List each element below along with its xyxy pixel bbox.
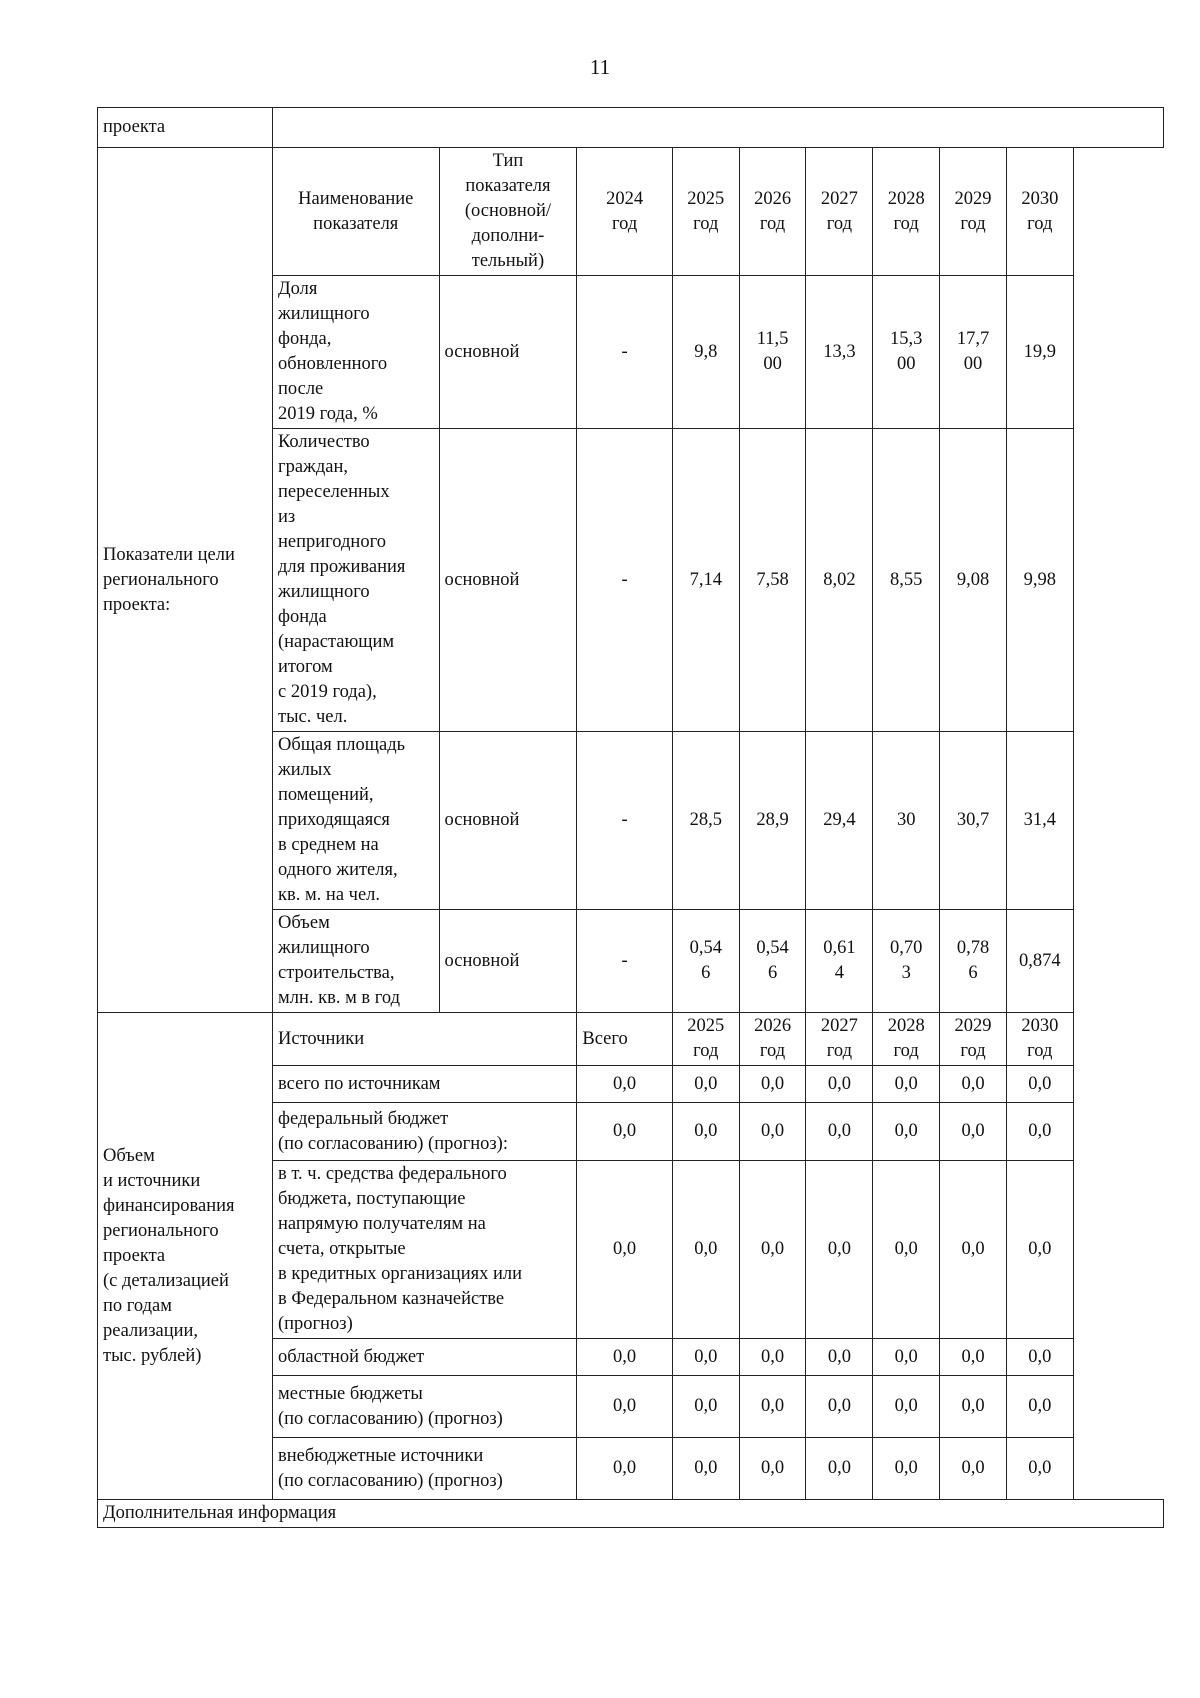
source-value: 0,0 (806, 1066, 873, 1103)
indicator-value: 13,3 (806, 276, 873, 429)
source-value: 0,0 (873, 1066, 940, 1103)
year-header: 2030 год (1006, 1013, 1073, 1066)
source-value: 0,0 (806, 1161, 873, 1339)
indicator-value: 0,70 3 (873, 910, 940, 1013)
indicator-value: 31,4 (1006, 732, 1073, 910)
source-value: 0,0 (873, 1438, 940, 1500)
indicator-name: Объем жилищного строительства, млн. кв. м в год (273, 910, 440, 1013)
source-value: 0,0 (577, 1339, 672, 1376)
indicator-value: 9,98 (1006, 429, 1073, 732)
indicator-name-header: Наименование показателя (273, 148, 440, 276)
indicator-type: основной (439, 732, 577, 910)
page-number: 11 (589, 55, 611, 79)
indicator-value: - (577, 276, 672, 429)
source-value: 0,0 (577, 1376, 672, 1438)
indicator-value: 9,08 (940, 429, 1007, 732)
source-value: 0,0 (1006, 1066, 1073, 1103)
year-header: 2029 год (940, 1013, 1007, 1066)
source-name: федеральный бюджет (по согласованию) (прогноз): (273, 1103, 577, 1161)
indicator-value: 17,7 00 (940, 276, 1007, 429)
source-value: 0,0 (577, 1066, 672, 1103)
indicators-section-label: Показатели цели регионального проекта: (98, 148, 273, 1013)
source-value: 0,0 (1006, 1339, 1073, 1376)
source-value: 0,0 (672, 1066, 739, 1103)
indicator-value: 9,8 (672, 276, 739, 429)
indicator-value: 28,9 (739, 732, 806, 910)
total-header: Всего (577, 1013, 672, 1066)
indicator-name: Количество граждан, переселенных из непригодного для проживания жилищного фонда (нарастающим итогом с 2019 года), тыс. чел. (273, 429, 440, 732)
source-value: 0,0 (672, 1438, 739, 1500)
source-value: 0,0 (739, 1376, 806, 1438)
source-value: 0,0 (739, 1103, 806, 1161)
project-passport-table (97, 107, 1164, 1528)
indicator-value: 0,874 (1006, 910, 1073, 1013)
indicators-header-row (98, 148, 1164, 276)
year-header: 2028 год (873, 148, 940, 276)
indicator-type-header: Тип показателя (основной/ дополни- тельный) (439, 148, 577, 276)
source-value: 0,0 (672, 1103, 739, 1161)
source-value: 0,0 (739, 1438, 806, 1500)
source-name: в т. ч. средства федерального бюджета, поступающие напрямую получателям на счета, открытые в кредитных организациях или в Федеральном казначействе (прогноз) (273, 1161, 577, 1339)
source-value: 0,0 (672, 1339, 739, 1376)
indicator-value: 8,55 (873, 429, 940, 732)
indicator-value: 7,58 (739, 429, 806, 732)
year-header: 2027 год (806, 1013, 873, 1066)
indicator-value: 30,7 (940, 732, 1007, 910)
source-value: 0,0 (940, 1161, 1007, 1339)
indicator-value: 0,54 6 (739, 910, 806, 1013)
source-value: 0,0 (940, 1376, 1007, 1438)
source-name: внебюджетные источники (по согласованию) (прогноз) (273, 1438, 577, 1500)
year-header: 2030 год (1006, 148, 1073, 276)
source-value: 0,0 (1006, 1103, 1073, 1161)
indicator-value: 0,78 6 (940, 910, 1007, 1013)
year-header: 2024 год (577, 148, 672, 276)
source-value: 0,0 (739, 1161, 806, 1339)
project-label: проекта (98, 108, 273, 148)
year-header: 2028 год (873, 1013, 940, 1066)
source-value: 0,0 (940, 1103, 1007, 1161)
source-value: 0,0 (577, 1438, 672, 1500)
source-value: 0,0 (1006, 1376, 1073, 1438)
source-name: местные бюджеты (по согласованию) (прогноз) (273, 1376, 577, 1438)
source-value: 0,0 (739, 1066, 806, 1103)
indicator-value: - (577, 732, 672, 910)
indicator-value: 19,9 (1006, 276, 1073, 429)
indicator-value: 30 (873, 732, 940, 910)
indicator-value: 11,5 00 (739, 276, 806, 429)
sources-header: Источники (273, 1013, 577, 1066)
indicator-type: основной (439, 429, 577, 732)
source-value: 0,0 (873, 1376, 940, 1438)
source-name: всего по источникам (273, 1066, 577, 1103)
financing-section-label: Объем и источники финансирования регионального проекта (с детализацией по годам реализации, тыс. рублей) (98, 1013, 273, 1500)
indicator-name: Общая площадь жилых помещений, приходящаяся в среднем на одного жителя, кв. м. на чел. (273, 732, 440, 910)
source-value: 0,0 (806, 1376, 873, 1438)
source-value: 0,0 (1006, 1438, 1073, 1500)
indicator-value: 7,14 (672, 429, 739, 732)
indicator-value: 15,3 00 (873, 276, 940, 429)
indicator-value: - (577, 429, 672, 732)
indicator-value: 0,61 4 (806, 910, 873, 1013)
source-value: 0,0 (806, 1103, 873, 1161)
source-name: областной бюджет (273, 1339, 577, 1376)
source-value: 0,0 (577, 1161, 672, 1339)
source-value: 0,0 (739, 1339, 806, 1376)
source-value: 0,0 (873, 1161, 940, 1339)
source-value: 0,0 (940, 1066, 1007, 1103)
source-value: 0,0 (1006, 1161, 1073, 1339)
additional-info-row (98, 1500, 1164, 1528)
source-value: 0,0 (577, 1103, 672, 1161)
source-value: 0,0 (940, 1438, 1007, 1500)
year-header: 2026 год (739, 148, 806, 276)
source-value: 0,0 (806, 1438, 873, 1500)
indicator-value: 8,02 (806, 429, 873, 732)
project-value (273, 108, 1164, 148)
year-header: 2025 год (672, 1013, 739, 1066)
indicator-name: Доля жилищного фонда, обновленного после 2019 года, % (273, 276, 440, 429)
indicator-value: - (577, 910, 672, 1013)
additional-info-label: Дополнительная информация (98, 1500, 1164, 1528)
source-value: 0,0 (806, 1339, 873, 1376)
indicator-type: основной (439, 910, 577, 1013)
source-value: 0,0 (672, 1161, 739, 1339)
source-value: 0,0 (873, 1339, 940, 1376)
indicator-type: основной (439, 276, 577, 429)
year-header: 2027 год (806, 148, 873, 276)
source-value: 0,0 (873, 1103, 940, 1161)
source-value: 0,0 (672, 1376, 739, 1438)
year-header: 2026 год (739, 1013, 806, 1066)
year-header: 2029 год (940, 148, 1007, 276)
indicator-value: 0,54 6 (672, 910, 739, 1013)
project-row (98, 108, 1164, 148)
year-header: 2025 год (672, 148, 739, 276)
financing-header-row (98, 1013, 1164, 1066)
source-value: 0,0 (940, 1339, 1007, 1376)
indicator-value: 29,4 (806, 732, 873, 910)
indicator-value: 28,5 (672, 732, 739, 910)
